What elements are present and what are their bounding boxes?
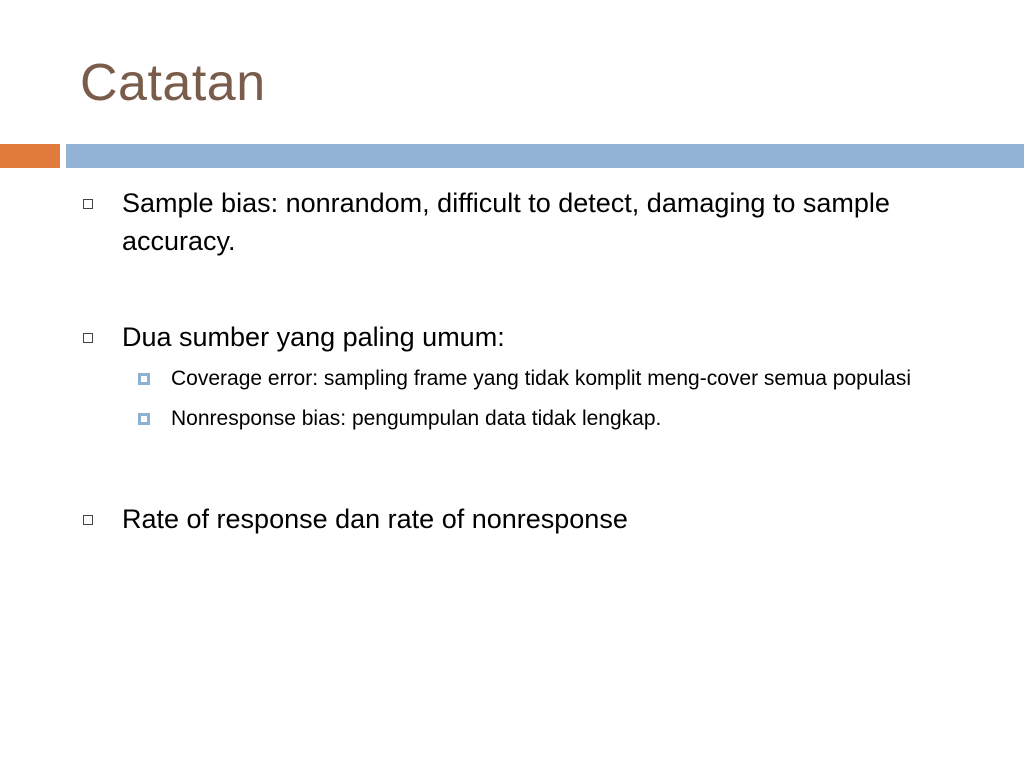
bullet-item (80, 184, 950, 260)
accent-bar-orange (0, 144, 60, 168)
accent-bar-blue (66, 144, 1024, 168)
bullet-item (80, 500, 950, 538)
sub-bullet-item (80, 363, 950, 394)
sub-bullet-item (80, 403, 950, 434)
slide-title: Catatan (80, 54, 266, 112)
blue-framed-square-icon (138, 373, 150, 385)
sub-bullet-text: Coverage error: sampling frame yang tidak komplit meng-cover semua populasi (171, 367, 912, 390)
sub-bullet-text: Nonresponse bias: pengumpulan data tidak lengkap. (171, 407, 662, 430)
slide-content (80, 184, 950, 538)
bullet-text: Rate of response dan rate of nonresponse (122, 504, 628, 534)
hollow-square-icon (83, 333, 93, 343)
bullet-text: Dua sumber yang paling umum: (122, 322, 505, 352)
hollow-square-icon (83, 199, 93, 209)
blue-framed-square-icon (138, 413, 150, 425)
bullet-item (80, 318, 950, 356)
hollow-square-icon (83, 515, 93, 525)
bullet-text: Sample bias: nonrandom, difficult to detect, damaging to sample accuracy. (122, 188, 890, 256)
